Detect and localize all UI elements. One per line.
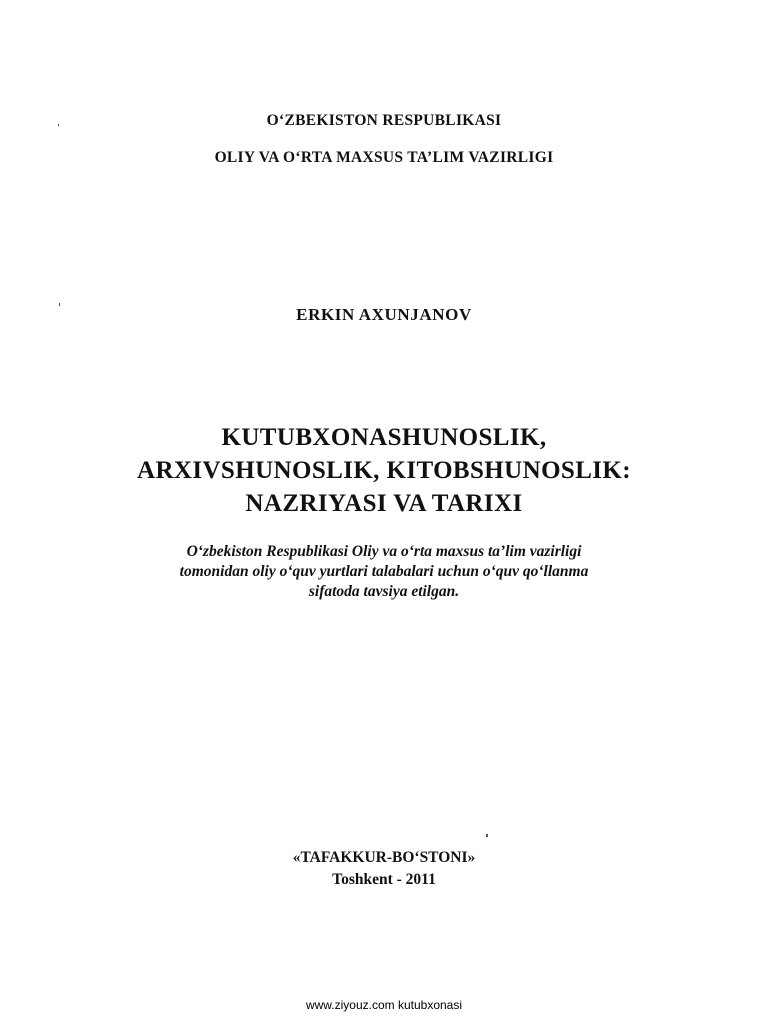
ministry-line-2: OLIY VA O‘RTA MAXSUS TA’LIM VAZIRLIGI: [214, 149, 554, 166]
scan-speck: [486, 834, 488, 837]
ministry-line-1: O‘ZBEKISTON RESPUBLIKASI: [266, 112, 502, 129]
publisher-city-year: Toshkent - 2011: [332, 871, 436, 888]
title-line-2: ARXIVSHUNOSLIK, KITOBSHUNOSLIK:: [136, 457, 631, 484]
publisher-name: «TAFAKKUR-BO‘STONI»: [292, 849, 476, 866]
author-name: ERKIN AXUNJANOV: [296, 305, 472, 324]
source-footer: www.ziyouz.com kutubxonasi: [305, 998, 463, 1012]
scan-speck: [58, 124, 59, 126]
subtitle-line-3: sifatoda tavsiya etilgan.: [308, 583, 460, 600]
title-line-1: KUTUBXONASHUNOSLIK,: [221, 424, 547, 451]
title-line-3: NAZRIYASI VA TARIXI: [245, 490, 523, 517]
subtitle-line-2: tomonidan oliy o‘quv yurtlari talabalari uchun o‘quv qo‘llanma: [179, 563, 589, 580]
subtitle-line-1: O‘zbekiston Respublikasi Oliy va o‘rta maxsus ta’lim vazirligi: [186, 543, 582, 560]
scan-speck: [59, 303, 60, 306]
